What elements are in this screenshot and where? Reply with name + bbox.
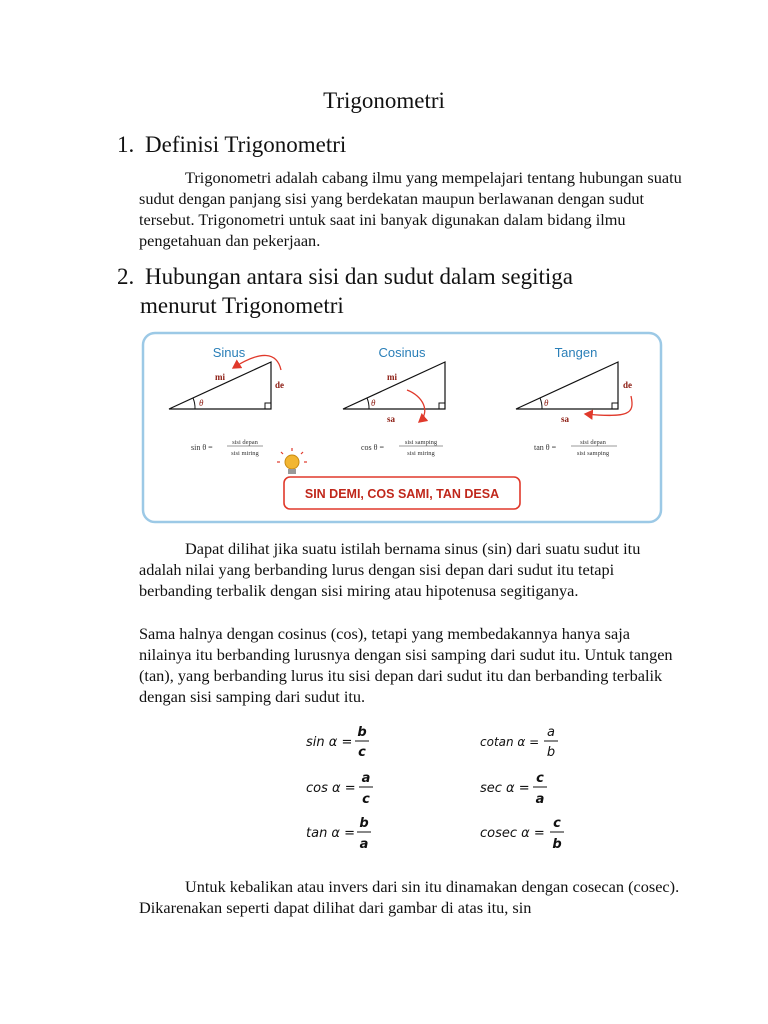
formula-cotan-den: b [546, 745, 556, 760]
angle-theta: θ [544, 398, 549, 408]
sinus-formula-lhs: sin θ = [191, 443, 213, 452]
formula-sin-den: c [358, 745, 366, 760]
section-1-paragraph [139, 167, 684, 251]
angle-theta: θ [371, 398, 376, 408]
cosec-explanation [139, 876, 684, 918]
cosec-explanation-text: Untuk kebalikan atau invers dari sin itu dinamakan dengan cosecan (cosec). Dikarenakan seperti dapat dilihat dari gambar di atas itu, sin [139, 877, 680, 917]
label-de: de [275, 380, 284, 390]
formula-cotan-num: a [547, 725, 555, 740]
tangen-numerator: sisi depan [580, 439, 606, 446]
page-title: Trigonometri [323, 88, 445, 113]
formula-cos [306, 771, 373, 807]
label-mi: mi [387, 372, 397, 382]
sinus-explanation-text: Dapat dilihat jika suatu istilah bernama sinus (sin) dari suatu sudut itu adalah nilai yang berbanding lurus dengan sisi depan dari sudut itu tetapi berbanding terbalik dengan sisi miring atau hipotenusa segitiganya. [139, 539, 641, 600]
formula-sec-den: a [535, 792, 545, 807]
formula-cotan [480, 725, 558, 760]
section-2-number: 2. [117, 264, 135, 289]
formula-tan-lhs: tan α = [306, 826, 356, 841]
section-2-heading [117, 262, 573, 320]
formula-cosec-lhs: cosec α = [480, 826, 545, 841]
sinus-explanation [139, 538, 684, 601]
sinus-denominator: sisi miring [231, 450, 259, 457]
cosinus-numerator: sisi samping [404, 439, 438, 446]
section-1-paragraph-text: Trigonometri adalah cabang ilmu yang mempelajari tentang hubungan suatu sudut dengan panjang sisi yang berdekatan maupun berlawanan dengan sudut tersebut. Trigonometri untuk saat ini banyak digunakan dalam bidang ilmu pengetahuan dan pekerjaan. [139, 168, 682, 250]
formula-sin [306, 725, 369, 760]
formula-sec-lhs: sec α = [480, 781, 530, 796]
label-sa: sa [561, 414, 570, 424]
formula-cos-lhs: cos α = [306, 781, 356, 796]
formula-tan [306, 816, 371, 852]
section-1-heading [117, 130, 346, 159]
cosinus-denominator: sisi miring [407, 450, 435, 457]
formula-sec [480, 771, 547, 807]
section-2-title-line1: Hubungan antara sisi dan sudut dalam segitiga [145, 264, 573, 289]
label-sa: sa [387, 414, 396, 424]
formula-cosec-den: b [552, 837, 562, 852]
formula-cos-den: c [362, 792, 370, 807]
trig-ratio-figure [141, 330, 663, 526]
cosinus-formula-lhs: cos θ = [361, 443, 385, 452]
formula-cos-num: a [361, 771, 371, 786]
cos-tan-explanation: Sama halnya dengan cosinus (cos), tetapi yang membedakannya hanya saja nilainya itu berbanding lurusnya dengan sisi samping dari sudut itu. Untuk tangen (tan), yang berbanding lurus itu sisi depan dari sudut itu dan berbanding terbalik dengan sisi samping dari sudut itu. [139, 624, 673, 706]
formula-sec-num: c [536, 771, 544, 786]
formula-cotan-lhs: cotan α = [480, 735, 540, 749]
panel-cosinus-title: Cosinus [378, 345, 426, 360]
section-2-title-line2: menurut Trigonometri [140, 293, 344, 318]
panel-tangen-title: Tangen [554, 345, 598, 360]
mnemonic-text: SIN DEMI, COS SAMI, TAN DESA [304, 487, 500, 501]
tangen-formula-lhs: tan θ = [534, 443, 557, 452]
formula-cosec-num: c [553, 816, 561, 831]
formula-tan-den: a [359, 837, 369, 852]
formula-cosec [480, 816, 564, 852]
section-1-number: 1. [117, 132, 135, 157]
label-de: de [623, 380, 632, 390]
formula-block [300, 720, 600, 855]
sinus-numerator: sisi depan [232, 439, 258, 446]
formula-sin-lhs: sin α = [306, 735, 353, 750]
section-1-title: Definisi Trigonometri [145, 132, 347, 157]
label-mi: mi [215, 372, 225, 382]
formula-sin-num: b [357, 725, 367, 740]
panel-sinus-title: Sinus [212, 345, 246, 360]
angle-theta: θ [199, 398, 204, 408]
tangen-denominator: sisi samping [576, 450, 610, 457]
formula-tan-num: b [359, 816, 369, 831]
